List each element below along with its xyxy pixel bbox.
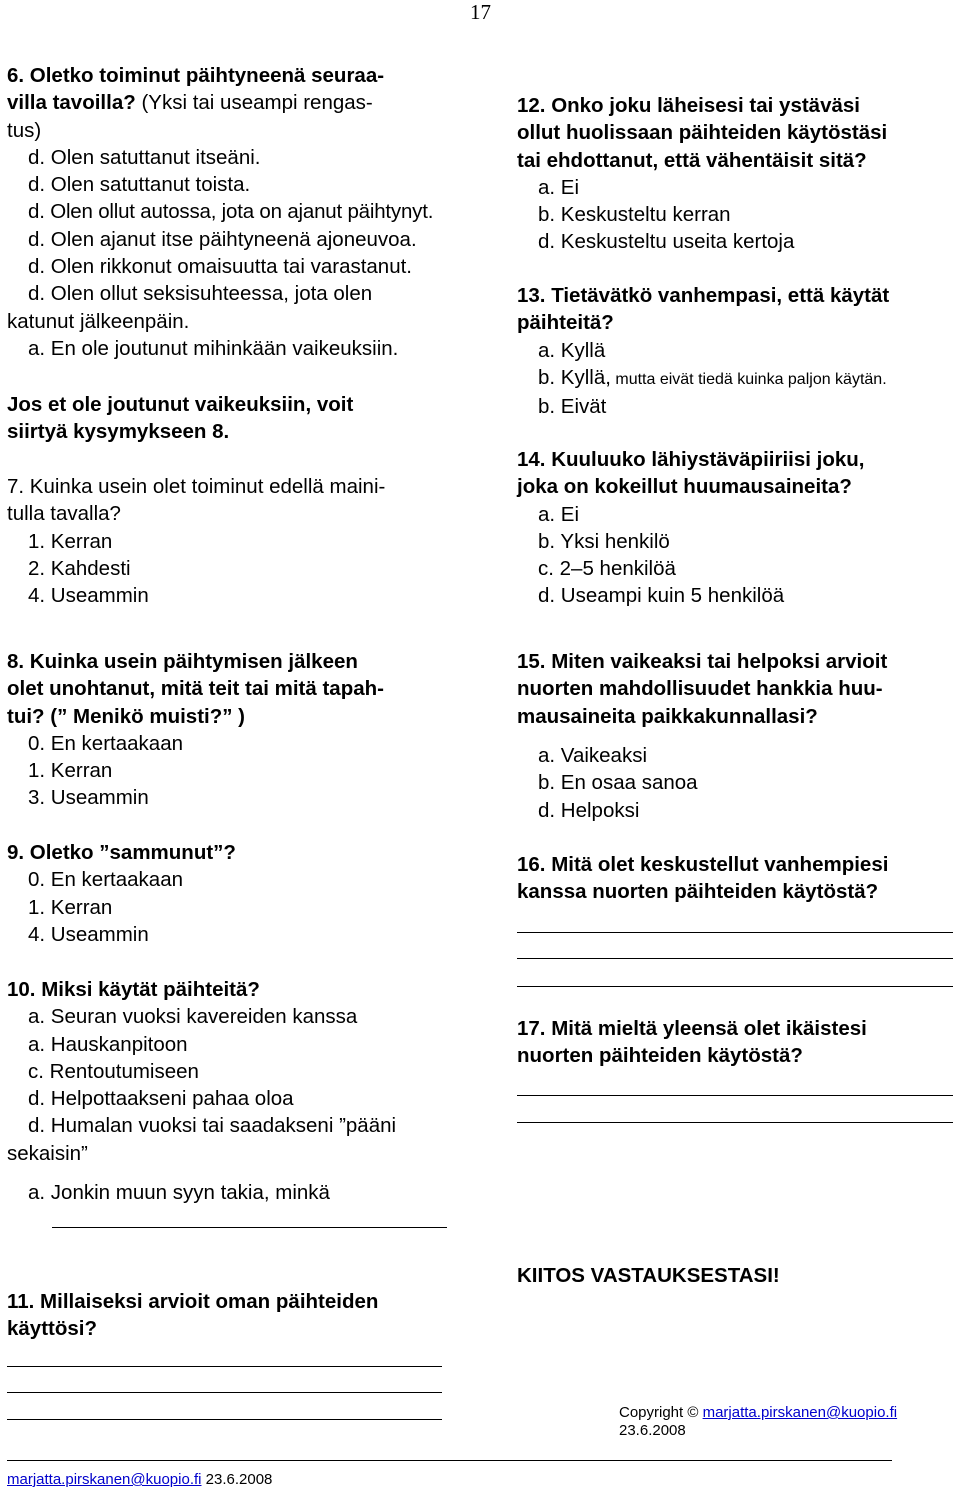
footer-rule xyxy=(7,1460,892,1461)
q7 xyxy=(7,473,467,609)
q13 xyxy=(517,282,957,420)
q6-option-2[interactable]: d. Olen satuttanut toista. xyxy=(28,173,251,197)
footer-date: 23.6.2008 xyxy=(201,1471,273,1488)
q10-option-1[interactable]: a. Seuran vuoksi kavereiden kanssa xyxy=(28,1005,358,1029)
q14-option-1[interactable]: a. Ei xyxy=(538,502,580,526)
q17 xyxy=(517,1015,957,1070)
q15-options xyxy=(517,742,957,824)
q16 xyxy=(517,851,957,906)
q9-option-1[interactable]: 0. En kertaakaan xyxy=(28,868,183,892)
q15-option-1[interactable]: a. Vaikeaksi xyxy=(538,744,648,767)
q6-title-line2: villa tavoilla? xyxy=(7,91,136,115)
q10-answer-line[interactable] xyxy=(52,1227,447,1228)
q6-option-7[interactable]: a. En ole joutunut mihinkään vaikeuksiin. xyxy=(28,336,399,360)
q16-title-line2: kanssa nuorten päihteiden käytöstä? xyxy=(517,880,879,904)
q10-option-4[interactable]: d. Helpottaakseni pahaa oloa xyxy=(28,1087,294,1111)
q10-option-5[interactable]: d. Humalan vuoksi tai saadakseni ”pääni xyxy=(28,1114,397,1138)
q14-title-line1: 14. Kuuluuko lähiystäväpiiriisi joku, xyxy=(517,448,865,471)
q6-title-note2: tus) xyxy=(7,118,42,142)
q12-option-3[interactable]: d. Keskusteltu useita kertoja xyxy=(538,230,795,254)
q6-option-1[interactable]: d. Olen satuttanut itseäni. xyxy=(28,145,261,169)
q6-option-4[interactable]: d. Olen ajanut itse päihtyneenä ajoneuvoa. xyxy=(28,227,417,251)
q8-option-1[interactable]: 0. En kertaakaan xyxy=(28,731,183,755)
q12-title-line1: 12. Onko joku läheisesi tai ystäväsi xyxy=(517,94,860,117)
q9 xyxy=(7,839,467,948)
copyright xyxy=(619,1404,960,1440)
q13-option-2-main: b. Kyllä, xyxy=(538,365,611,389)
q10-option-3[interactable]: c. Rentoutumiseen xyxy=(28,1059,199,1083)
q11-title-line2: käyttösi? xyxy=(7,1317,97,1341)
q14-option-2[interactable]: b. Yksi henkilö xyxy=(538,529,670,553)
q16-title-line1: 16. Mitä olet keskustellut vanhempiesi xyxy=(517,853,889,876)
q12 xyxy=(517,92,957,256)
q13-title-line1: 13. Tietävätkö vanhempasi, että käytät xyxy=(517,284,890,307)
q8-title-line1: 8. Kuinka usein päihtymisen jälkeen xyxy=(7,650,358,673)
q7-title-line2: tulla tavalla? xyxy=(7,502,121,526)
q7-option-2[interactable]: 2. Kahdesti xyxy=(28,556,131,580)
q10-title: 10. Miksi käytät päihteitä? xyxy=(7,978,260,1001)
skip-note xyxy=(7,391,467,446)
q13-option-2-note: mutta eivät tiedä kuinka paljon käytän. xyxy=(610,370,887,388)
q11-answer-line-1[interactable] xyxy=(7,1366,442,1367)
left-column xyxy=(7,62,467,362)
q10 xyxy=(7,976,467,1167)
thanks: KIITOS VASTAUKSESTASI! xyxy=(517,1264,780,1287)
q7-option-1[interactable]: 1. Kerran xyxy=(28,529,113,553)
q6-option-6[interactable]: d. Olen ollut seksisuhteessa, jota olen xyxy=(28,282,373,306)
q15-title-line1: 15. Miten vaikeaksi tai helpoksi arvioit xyxy=(517,650,888,673)
q16-answer-line-3[interactable] xyxy=(517,986,953,987)
q8 xyxy=(7,648,467,812)
q15-option-2[interactable]: b. En osaa sanoa xyxy=(538,771,698,795)
copyright-email-link[interactable]: marjatta.pirskanen@kuopio.fi xyxy=(702,1404,898,1421)
q7-option-3[interactable]: 4. Useammin xyxy=(28,584,149,608)
q15-title-line2: nuorten mahdollisuudet hankkia huu- xyxy=(517,677,883,701)
q13-title-line2: päihteitä? xyxy=(517,311,614,335)
q8-option-3[interactable]: 3. Useammin xyxy=(28,786,149,810)
q16-answer-line-1[interactable] xyxy=(517,932,953,933)
q7-title-line1: 7. Kuinka usein olet toiminut edellä maini- xyxy=(7,475,386,498)
q14 xyxy=(517,446,957,610)
q9-option-2[interactable]: 1. Kerran xyxy=(28,895,113,919)
q8-title-line3: tui? (” Menikö muisti?” ) xyxy=(7,704,246,728)
q11-answer-line-2[interactable] xyxy=(7,1392,442,1393)
footer-email-link[interactable]: marjatta.pirskanen@kuopio.fi xyxy=(7,1471,202,1488)
q13-option-2[interactable] xyxy=(517,364,957,393)
q12-title-line2: ollut huolissaan päihteiden käytöstäsi xyxy=(517,121,888,145)
page-number: 17 xyxy=(470,0,491,24)
q6-option-5[interactable]: d. Olen rikkonut omaisuutta tai varastanut. xyxy=(28,255,413,279)
q17-title-line1: 17. Mitä mieltä yleensä olet ikäistesi xyxy=(517,1017,867,1040)
q9-option-3[interactable]: 4. Useammin xyxy=(28,922,149,946)
q17-answer-line-1[interactable] xyxy=(517,1095,953,1096)
q11-title-line1: 11. Millaiseksi arvioit oman päihteiden xyxy=(7,1290,379,1313)
q15-option-3[interactable]: d. Helpoksi xyxy=(538,798,640,822)
q11 xyxy=(7,1288,467,1343)
q10-option-5-wrap: sekaisin” xyxy=(7,1141,88,1165)
q16-answer-line-2[interactable] xyxy=(517,958,953,959)
q11-answer-line-3[interactable] xyxy=(7,1419,442,1420)
q12-option-2[interactable]: b. Keskusteltu kerran xyxy=(538,203,731,227)
q6-option-6-wrap: katunut jälkeenpäin. xyxy=(7,309,190,333)
q13-option-1[interactable]: a. Kyllä xyxy=(538,338,606,362)
skip-note-line1: Jos et ole joutunut vaikeuksiin, voit xyxy=(7,393,354,416)
q17-title-line2: nuorten päihteiden käytöstä? xyxy=(517,1044,803,1068)
q12-option-1[interactable]: a. Ei xyxy=(538,175,580,199)
q8-option-2[interactable]: 1. Kerran xyxy=(28,759,113,783)
q14-title-line2: joka on kokeillut huumausaineita? xyxy=(517,475,852,499)
q6-option-3[interactable]: d. Olen ollut autossa, jota on ajanut päihtynyt. xyxy=(28,200,434,224)
q6-title-line1: 6. Oletko toiminut päihtyneenä seuraa- xyxy=(7,64,385,87)
copyright-date: 23.6.2008 xyxy=(619,1422,686,1439)
q14-option-3[interactable]: c. 2–5 henkilöä xyxy=(538,557,676,581)
q10-option-2[interactable]: a. Hauskanpitoon xyxy=(28,1032,188,1056)
footer xyxy=(7,1471,272,1489)
skip-note-line2: siirtyä kysymykseen 8. xyxy=(7,420,230,444)
q15-title-line3: mausaineita paikkakunnallasi? xyxy=(517,704,818,728)
copyright-prefix: Copyright © xyxy=(619,1404,703,1421)
q10-option-6[interactable]: a. Jonkin muun syyn takia, minkä xyxy=(28,1181,330,1204)
q14-option-4[interactable]: d. Useampi kuin 5 henkilöä xyxy=(538,584,785,608)
q15 xyxy=(517,648,957,730)
q13-option-3[interactable]: b. Eivät xyxy=(538,395,607,419)
q9-title: 9. Oletko ”sammunut”? xyxy=(7,841,236,864)
q12-title-line3: tai ehdottanut, että vähentäisit sitä? xyxy=(517,148,867,172)
q8-title-line2: olet unohtanut, mitä teit tai mitä tapah- xyxy=(7,677,384,701)
q17-answer-line-2[interactable] xyxy=(517,1122,953,1123)
q6 xyxy=(7,62,467,362)
q6-title-note: (Yksi tai useampi rengas- xyxy=(135,91,373,115)
